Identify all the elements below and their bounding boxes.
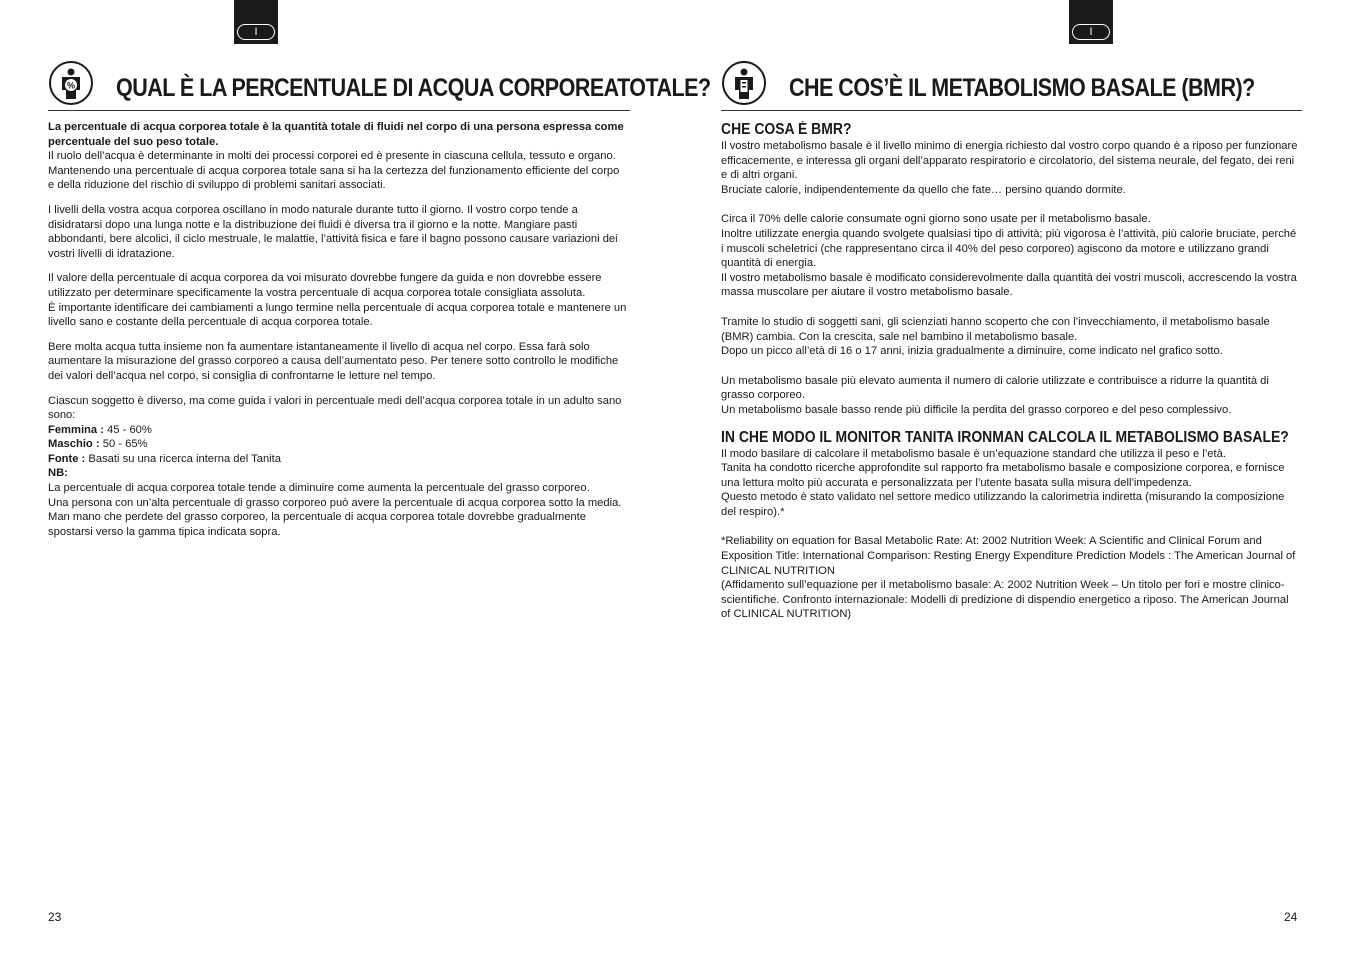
section-header (48, 60, 711, 111)
paragraph: Il vostro metabolismo basale è modificato considerevolmente dalla quantità dei vostri muscoli, accrescendo la vostra massa muscolare per aiutare il vostro metabolismo basale. (721, 271, 1297, 299)
page-body (48, 120, 628, 539)
paragraph: Tanita ha condotto ricerche approfondite sul rapporto fra metabolismo basale e composizione corporea, e fornisce una lettura molto più accurata e personalizzata per l’utente basata sulla misura dell’impedenza. (721, 462, 1285, 489)
page-right (721, 0, 1301, 954)
paragraph: Il modo basilare di calcolare il metabolismo basale è un’equazione standard che utilizza il peso e l’età. (721, 447, 1226, 460)
page-body (721, 120, 1301, 622)
section-header (721, 60, 1302, 111)
female-value: 45 - 60% (103, 423, 152, 436)
language-tab-label: I (1072, 24, 1110, 40)
paragraph: Un metabolismo basale basso rende più difficile la perdita del grasso corporeo e del peso complessivo. (721, 403, 1232, 416)
svg-text:%: % (66, 80, 76, 91)
nb-label: NB: (48, 467, 68, 480)
paragraph: Dopo un picco all’età di 16 o 17 anni, inizia gradualmente a diminuire, come indicato nel grafico sotto. (721, 345, 1223, 358)
female-label: Femmina : (48, 423, 104, 436)
paragraph: Il valore della percentuale di acqua corporea da voi misurato dovrebbe fungere da guida e non dovrebbe essere utilizzato per determinare specificamente la vostra percentuale di acqua corporea totale consigliata assoluta. (48, 272, 602, 299)
source-value: Basati su una ricerca interna del Tanita (85, 452, 281, 465)
paragraph: Ciascun soggetto è diverso, ma come guida i valori in percentuale medi dell’acqua corporea totale in un adulto sano sono: (48, 394, 622, 422)
intro-paragraph: La percentuale di acqua corporea totale è la quantità totale di fluidi nel corpo di una persona espressa come percentuale del suo peso totale. (48, 121, 624, 148)
language-tab-label: I (237, 24, 275, 40)
language-tab (234, 0, 278, 44)
reference-note: *Reliability on equation for Basal Metabolic Rate: At: 2002 Nutrition Week: A Scientific and Clinical Forum and Exposition Title: International Comparison: Resting Energy Expenditure Prediction Models : The American Journal of CLINICAL NUTRITION (721, 535, 1296, 577)
nb-line: Man mano che perdete del grasso corporeo, la percentuale di acqua corporea totale dovrebbe gradualmente spostarsi verso la gamma tipica indicata sopra. (48, 511, 586, 538)
paragraph: Circa il 70% delle calorie consumate ogni giorno sono usate per il metabolismo basale. (721, 213, 1151, 226)
paragraph: Bere molta acqua tutta insieme non fa aumentare istantaneamente il livello di acqua nel corpo. Essa farà solo aumentare la misurazione del grasso corporeo a causa dell’aumentato peso. Per tenere sotto controllo le modifiche dei valori dell’acqua nel corpo, si consiglia di confrontarne le letture nel tempo. (48, 340, 619, 382)
female-range (48, 423, 628, 438)
subheading: IN CHE MODO IL MONITOR TANITA IRONMAN CALCOLA IL METABOLISMO BASALE? (721, 428, 1289, 446)
paragraph: Un metabolismo basale più elevato aumenta il numero di calorie utilizzate e contribuisce a ridurre la quantità di grasso corporeo. (721, 374, 1269, 402)
reference-note: (Affidamento sull’equazione per il metabolismo basale: A: 2002 Nutrition Week – Un titolo per fori e mostre clinico-scientifiche. Confronto internazionale: Modelli di predizione di dispendio energetico a riposo. The American Journal of CLINICAL NUTRITION) (721, 579, 1289, 621)
source-label: Fonte : (48, 452, 86, 465)
page-number: 23 (48, 910, 62, 924)
paragraph: Questo metodo è stato validato nel settore medico utilizzando la calorimetria indiretta (misurando la composizione del respiro).* (721, 491, 1285, 518)
body-metabolism-icon (722, 61, 766, 105)
male-range (48, 437, 628, 452)
paragraph: Tramite lo studio di soggetti sani, gli scienziati hanno scoperto che con l’invecchiamento, il metabolismo basale (BMR) cambia. Con la crescita, sale nel bambino il metabolismo basale. (721, 315, 1270, 343)
paragraph: Il ruolo dell’acqua è determinante in molti dei processi corporei ed è presente in ciascuna cellula, tessuto e organo. Mantenendo una percentuale di acqua corporea totale sana si ha la certezza del funzionamento efficiente del corpo e della riduzione del rischio di sviluppo di problemi sanitari associati. (48, 150, 620, 192)
paragraph: Il vostro metabolismo basale è il livello minimo di energia richiesto dal vostro corpo quando è a riposo per funzionare efficacemente, e interessa gli organi dell’apparato respiratorio e circolatorio, del sistema neurale, del fegato, dei reni e di altri organi. (721, 140, 1298, 182)
body-water-percent-icon (49, 61, 93, 105)
source-row (48, 452, 628, 467)
male-value: 50 - 65% (99, 438, 148, 451)
nb-line: Una persona con un’alta percentuale di grasso corporeo può avere la percentuale di acqua corporea sotto la media. (48, 496, 622, 509)
page-title: CHE COS’È IL METABOLISMO BASALE (BMR)? (789, 74, 1255, 102)
paragraph: I livelli della vostra acqua corporea oscillano in modo naturale durante tutto il giorno. Il vostro corpo tende a disidratarsi dopo una lunga notte e la distribuzione dei fluidi è diversa tra il giorno e la notte. Mangiare pasti abbondanti, bere alcolici, il ciclo mestruale, le malattie, l’attività fisica e fare il bagno possono causare variazioni dei vostri livelli di idratazione. (48, 203, 618, 260)
page-number: 24 (1284, 910, 1298, 924)
nb-line: La percentuale di acqua corporea totale tende a diminuire come aumenta la percentuale del grasso corporeo. (48, 482, 590, 495)
language-tab (1069, 0, 1113, 44)
subheading: CHE COSA É BMR? (721, 121, 852, 138)
paragraph: È importante identificare dei cambiamenti a lungo termine nella percentuale di acqua corporea totale e mantenere un livello sano e costante della percentuale di acqua corporea totale. (48, 301, 627, 329)
page-title: QUAL È LA PERCENTUALE DI ACQUA CORPOREATOTALE? (116, 74, 711, 102)
male-label: Maschio : (48, 438, 100, 451)
paragraph: Inoltre utilizzate energia quando svolgete qualsiasi tipo di attività; più vigorosa è l’attività, più calorie bruciate, perché i muscoli scheletrici (che rappresentano circa il 40% del peso corporeo) agiscono da motore e utilizzano grandi quantità di energia. (721, 227, 1297, 270)
page-left (48, 0, 711, 954)
paragraph: Bruciate calorie, indipendentemente da quello che fate… persino quando dormite. (721, 183, 1126, 196)
